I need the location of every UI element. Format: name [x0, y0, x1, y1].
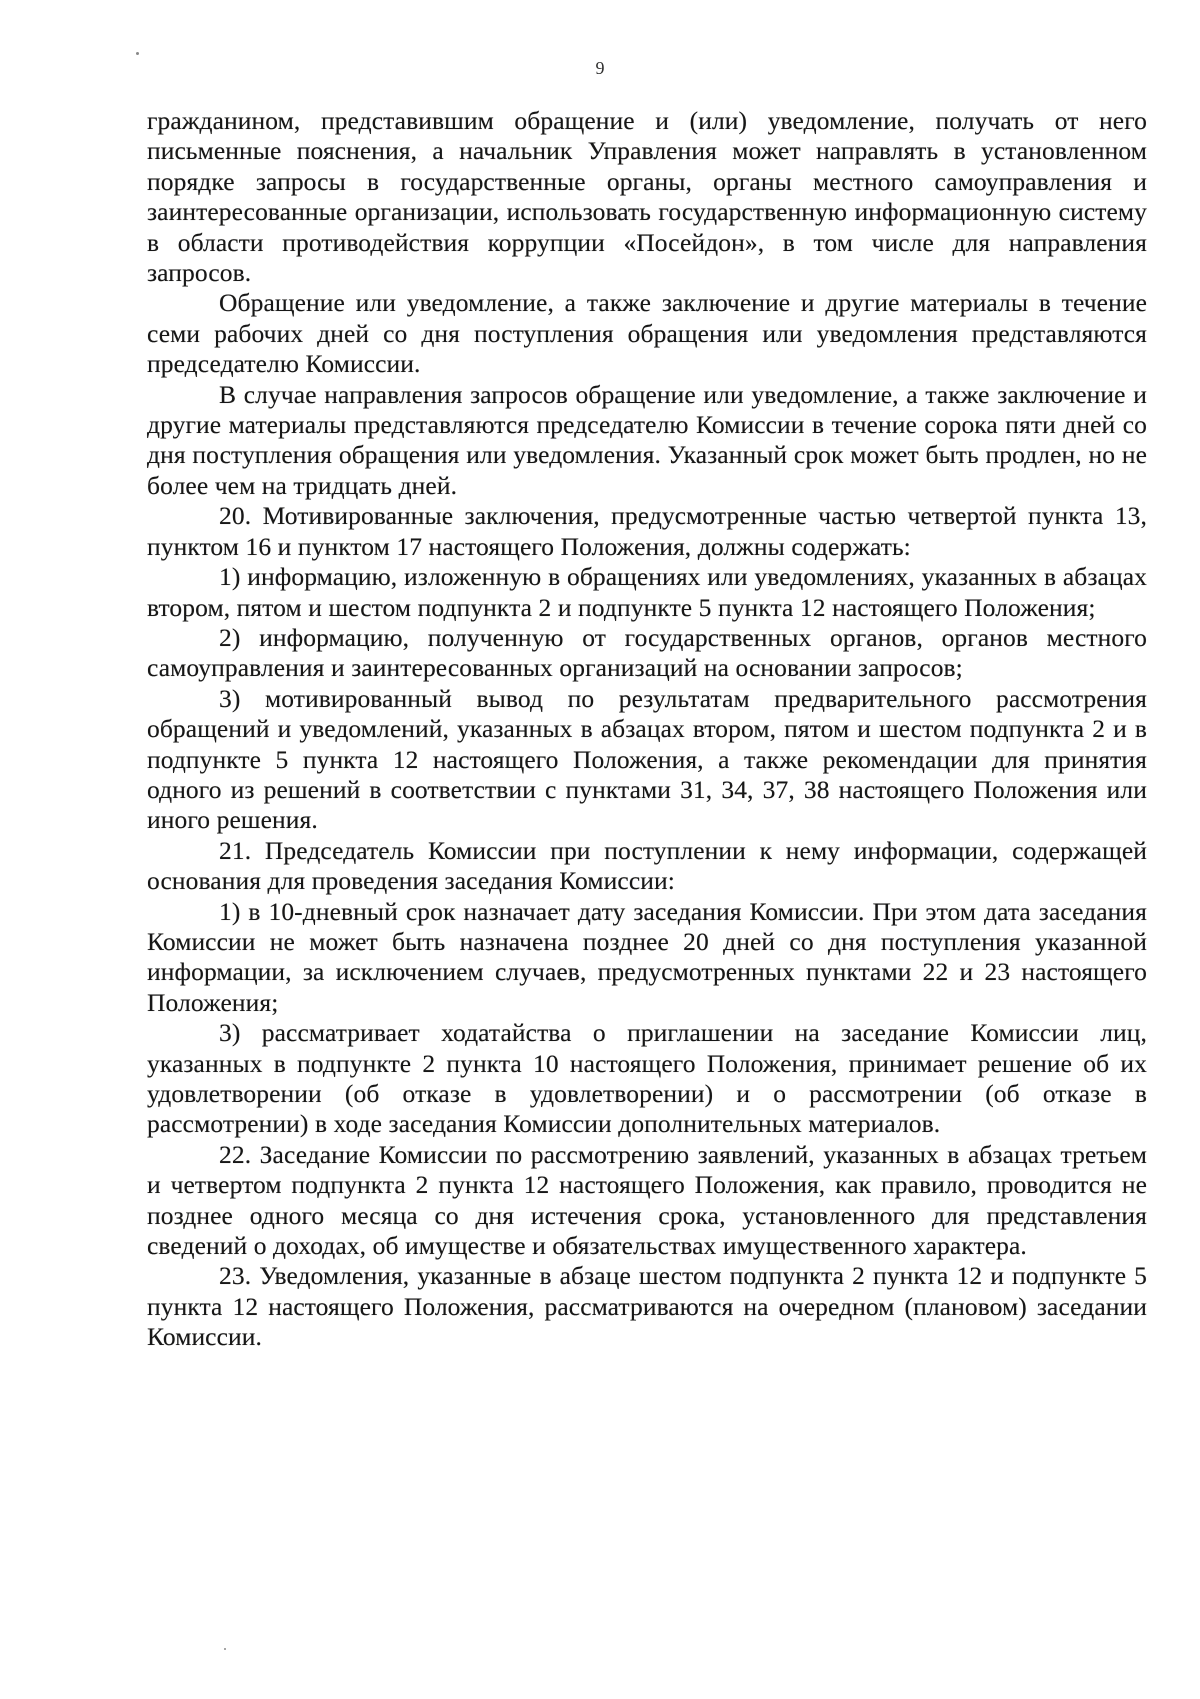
- paragraph-submission-deadline: Обращение или уведомление, а также заключение и другие материалы в течение семи рабочих дней со дня поступления обращения или уведомления представляются председателю Комиссии.: [147, 288, 1147, 379]
- paragraph-item-21-1: 1) в 10-дневный срок назначает дату заседания Комиссии. При этом дата заседания Комиссии не может быть назначена позднее 20 дней со дня поступления указанной информации, за исключением случаев, предусмотренных пунктами 22 и 23 настоящего Положения;: [147, 896, 1147, 1017]
- paragraph-item-21-3: 3) рассматривает ходатайства о приглашении на заседание Комиссии лиц, указанных в подпункте 2 пункта 10 настоящего Положения, принимает решение об их удовлетворении (об отказе в удовлетворении) и о рассмотрении (об отказе в рассмотрении) в ходе заседания Комиссии дополнительных материалов.: [147, 1018, 1147, 1139]
- scan-speck: [224, 1648, 226, 1650]
- paragraph-item-20-2: 2) информацию, полученную от государственных органов, органов местного самоуправления и заинтересованных организаций на основании запросов;: [147, 622, 1147, 683]
- paragraph-item-22: 22. Заседание Комиссии по рассмотрению заявлений, указанных в абзацах третьем и четвертом подпункта 2 пункта 12 настоящего Положения, как правило, проводится не позднее одного месяца со дня истечения срока, установленного для представления сведений о доходах, об имуществе и обязательствах имущественного характера.: [147, 1139, 1147, 1261]
- paragraph-request-deadline: В случае направления запросов обращение или уведомление, а также заключение и другие материалы представляются председателю Комиссии в течение сорока пяти дней со дня поступления обращения или уведомления. Указанный срок может быть продлен, но не более чем на тридцать дней.: [147, 379, 1147, 500]
- document-body: [147, 106, 1147, 1353]
- paragraph-item-20-1: 1) информацию, изложенную в обращениях или уведомлениях, указанных в абзацах втором, пятом и шестом подпункта 2 и подпункте 5 пункта 12 настоящего Положения;: [147, 562, 1147, 622]
- paragraph-item-21: 21. Председатель Комиссии при поступлении к нему информации, содержащей основания для проведения заседания Комиссии:: [147, 835, 1147, 896]
- paragraph-item-20: 20. Мотивированные заключения, предусмотренные частью четвертой пункта 13, пунктом 16 и пунктом 17 настоящего Положения, должны содержать:: [147, 501, 1147, 561]
- scan-speck: [136, 52, 139, 55]
- paragraph-item-20-3: 3) мотивированный вывод по результатам предварительного рассмотрения обращений и уведомлений, указанных в абзацах втором, пятом и шестом подпункта 2 и в подпункте 5 пункта 12 настоящего Положения, а также рекомендации для принятия одного из решений в соответствии с пунктами 31, 34, 37, 38 настоящего Положения или иного решения.: [147, 683, 1147, 835]
- page-number: 9: [595, 58, 605, 78]
- paragraph-item-23: 23. Уведомления, указанные в абзаце шестом подпункта 2 пункта 12 и подпункте 5 пункта 12 настоящего Положения, рассматриваются на очередном (плановом) заседании Комиссии.: [147, 1261, 1147, 1352]
- paragraph-continuation: гражданином, представившим обращение и (или) уведомление, получать от него письменные пояснения, а начальник Управления может направлять в установленном порядке запросы в государственные органы, органы местного самоуправления и заинтересованные организации, использовать государственную информационную систему в области противодействия коррупции «Посейдон», в том числе для направления запросов.: [147, 106, 1147, 288]
